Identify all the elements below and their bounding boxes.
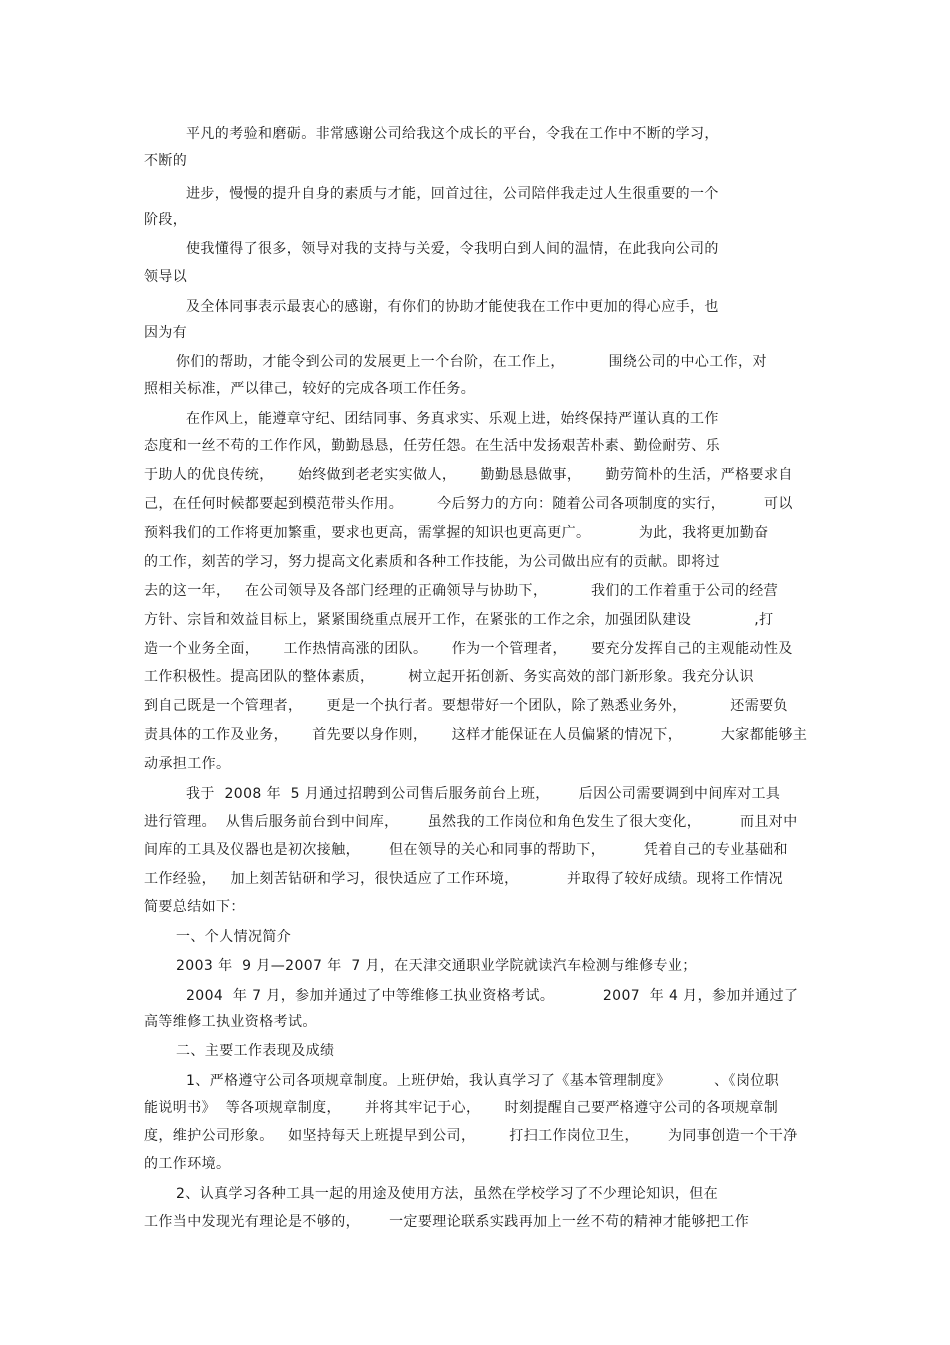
text-line: 工作经验， 加上刻苦钻研和学习，很快适应了工作环境， 并取得了较好成绩。现将工作情况 <box>144 871 784 887</box>
text-line: 进步，慢慢的提升自身的素质与才能，回首过往，公司陪伴我走过人生很重要的一个 <box>186 186 719 202</box>
text-line: 预料我们的工作将更加繁重，要求也更高，需掌握的知识也更高更广。 为此，我将更加勤奋 <box>144 525 769 541</box>
text-line: 及全体同事表示最衷心的感谢，有你们的协助才能使我在工作中更加的得心应手，也 <box>186 299 719 315</box>
text-line: 在作风上，能遵章守纪、团结同事、务真求实、乐观上进，始终保持严谨认真的工作 <box>186 411 719 427</box>
section-heading: 二、主要工作表现及成绩 <box>176 1043 335 1059</box>
text-line: 2003 年 9 月—2007 年 7 月，在天津交通职业学院就读汽车检测与维修专业； <box>176 958 697 974</box>
text-line: 我于 2008 年 5 月通过招聘到公司售后服务前台上班， 后因公司需要调到中间库对工具 <box>186 786 781 802</box>
section-heading: 一、个人情况简介 <box>176 929 292 945</box>
text-line: 工作当中发现光有理论是不够的， 一定要理论联系实践再加上一丝不苟的精神才能够把工作 <box>144 1214 750 1230</box>
text-line: 简要总结如下： <box>144 899 245 915</box>
text-line: 使我懂得了很多，领导对我的支持与关爱，令我明白到人间的温情，在此我向公司的 <box>186 241 719 257</box>
text-line: 平凡的考验和磨砺。非常感谢公司给我这个成长的平台，令我在工作中不断的学习， <box>186 126 719 142</box>
text-line: 态度和一丝不苟的工作作风，勤勤恳恳，任劳任怨。在生活中发扬艰苦朴素、勤俭耐劳、乐 <box>144 438 720 454</box>
text-line: 的工作环境。 <box>144 1156 231 1172</box>
text-line: 去的这一年， 在公司领导及各部门经理的正确领导与协助下， 我们的工作着重于公司的经营 <box>144 583 779 599</box>
text-line: 领导以 <box>144 269 188 285</box>
text-line: 能说明书》 等各项规章制度， 并将其牢记于心， 时刻提醒自己要严格遵守公司的各项规章制 <box>144 1100 779 1116</box>
text-line: 间库的工具及仪器也是初次接触， 但在领导的关心和同事的帮助下， 凭着自己的专业基础和 <box>144 842 788 858</box>
text-line: 阶段， <box>144 212 188 228</box>
text-line: 高等维修工执业资格考试。 <box>144 1014 317 1030</box>
text-line: 因为有 <box>144 325 188 341</box>
text-line: 工作积极性。提高团队的整体素质， 树立起开拓创新、务实高效的部门新形象。我充分认识 <box>144 669 754 685</box>
text-line: 方针、宗旨和效益目标上，紧紧围绕重点展开工作，在紧张的工作之余，加强团队建设 ,打 <box>144 612 774 628</box>
text-line: 造一个业务全面， 工作热情高涨的团队。 作为一个管理者， 要充分发挥自己的主观能动性及 <box>144 641 793 657</box>
text-line: 动承担工作。 <box>144 756 231 772</box>
text-line: 1、严格遵守公司各项规章制度。上班伊始，我认真学习了《基本管理制度》 、《岗位职 <box>186 1073 780 1089</box>
text-line: 你们的帮助，才能令到公司的发展更上一个台阶，在工作上， 围绕公司的中心工作，对 <box>176 354 767 370</box>
text-line: 的工作，刻苦的学习，努力提高文化素质和各种工作技能，为公司做出应有的贡献。即将过 <box>144 554 720 570</box>
text-line: 2004 年 7 月，参加并通过了中等维修工执业资格考试。 2007 年 4 月，参加并通过了 <box>186 988 799 1004</box>
text-line: 责具体的工作及业务， 首先要以身作则， 这样才能保证在人员偏紧的情况下， 大家都能够主 <box>144 727 808 743</box>
text-line: 照相关标准，严以律己，较好的完成各项工作任务。 <box>144 381 476 397</box>
text-line: 己，在任何时候都要起到模范带头作用。 今后努力的方向：随着公司各项制度的实行， 可以 <box>144 496 793 512</box>
text-line: 度，维护公司形象。 如坚持每天上班提早到公司， 打扫工作岗位卫生， 为同事创造一个干净 <box>144 1128 798 1144</box>
text-line: 进行管理。 从售后服务前台到中间库， 虽然我的工作岗位和角色发生了很大变化， 而且对中 <box>144 814 798 830</box>
text-line: 于助人的优良传统， 始终做到老老实实做人， 勤勤恳恳做事， 勤劳简朴的生活，严格要求自 <box>144 467 793 483</box>
text-line: 不断的 <box>144 153 188 169</box>
text-line: 2、认真学习各种工具一起的用途及使用方法，虽然在学校学习了不少理论知识，但在 <box>176 1186 719 1202</box>
text-line: 到自己既是一个管理者， 更是一个执行者。要想带好一个团队，除了熟悉业务外， 还需要负 <box>144 698 788 714</box>
